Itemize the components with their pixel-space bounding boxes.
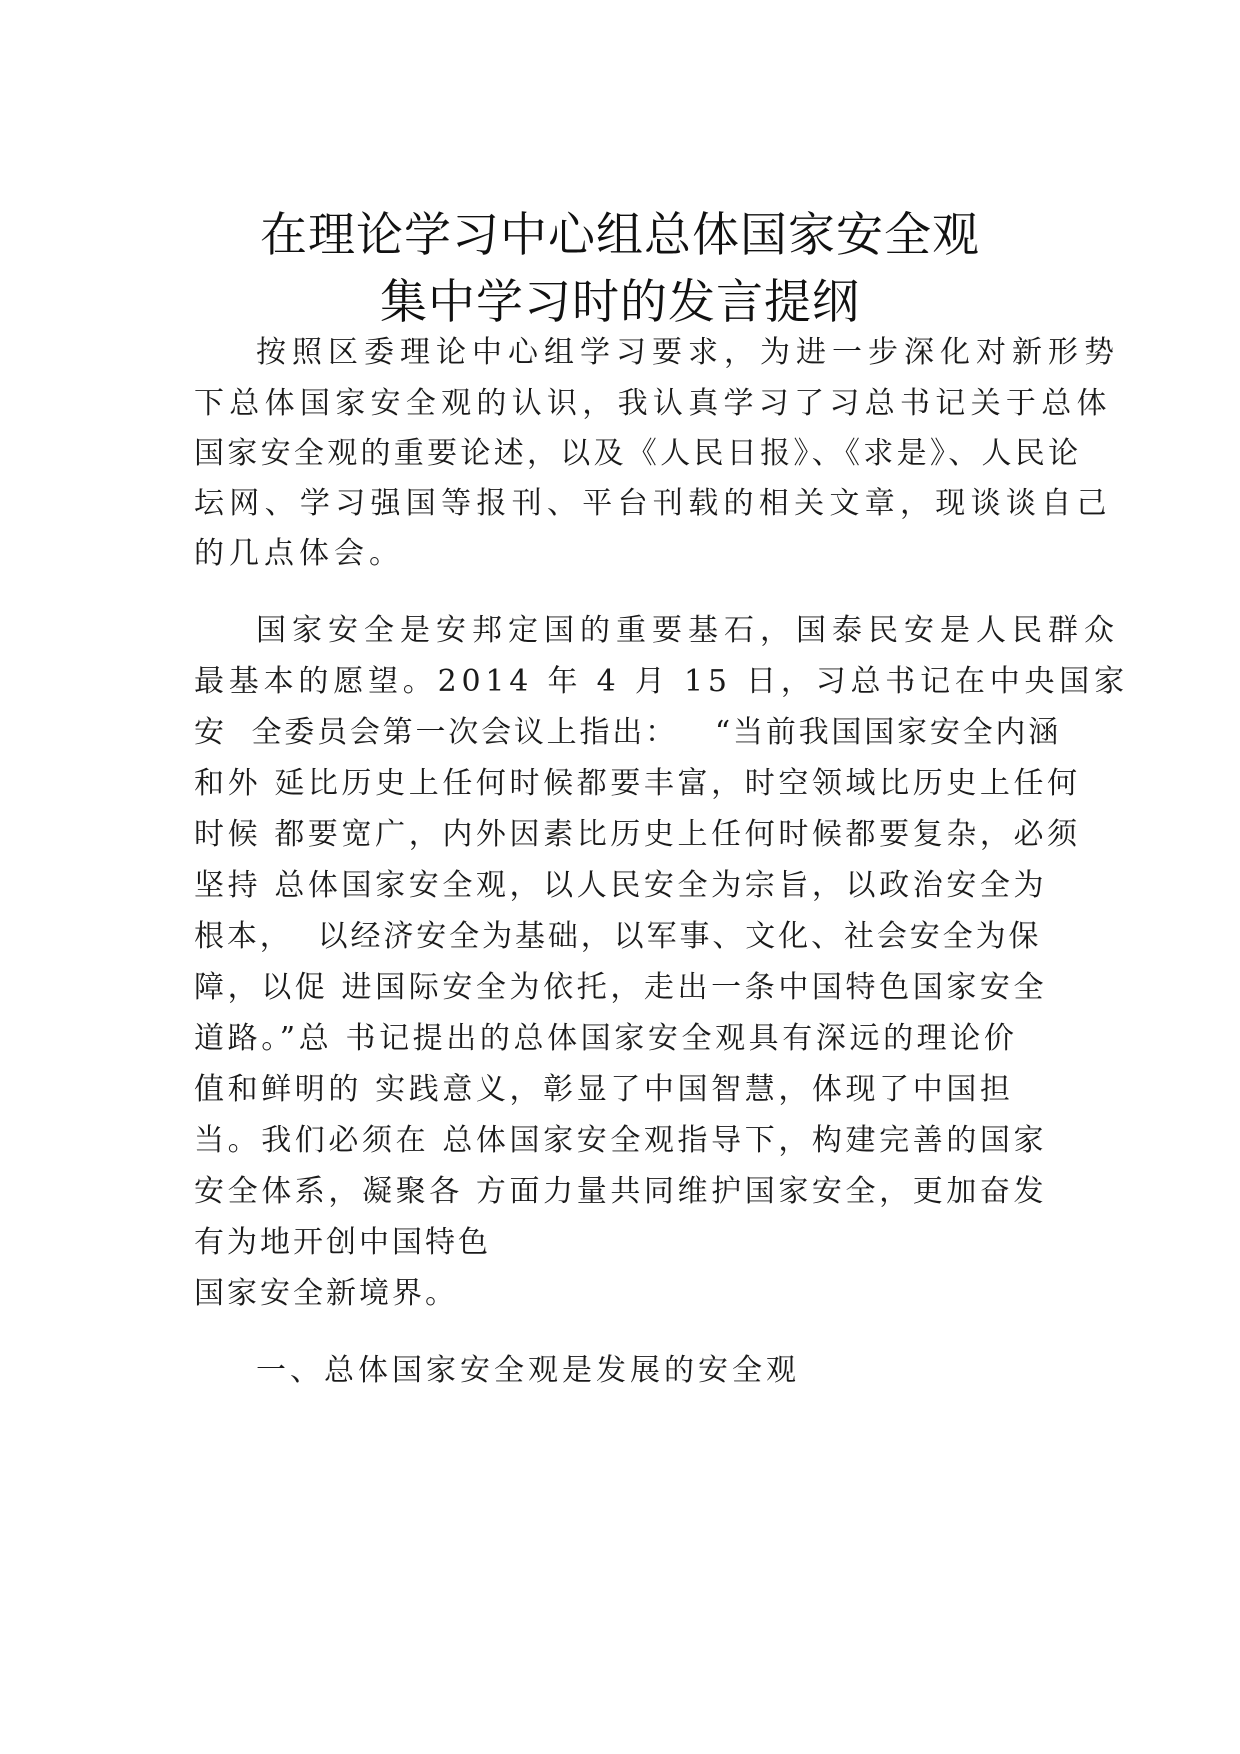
paragraph-1-line-2: 下总体国家安全观的认识，我认真学习了习总书记关于总体 — [194, 386, 1112, 421]
paragraph-1-line-5: 的几点体会。 — [194, 536, 404, 571]
paragraph-2-line-6: 坚持 总体国家安全观，以人民安全为宗旨，以政治安全为 — [194, 868, 1048, 903]
paragraph-2-line-10: 值和鲜明的 实践意义，彰显了中国智慧，体现了中国担 — [194, 1072, 1014, 1107]
section-heading-1: 一、总体国家安全观是发展的安全观 — [256, 1353, 800, 1388]
paragraph-1-line-1: 按照区委理论中心组学习要求，为进一步深化对新形势 — [256, 335, 1120, 370]
paragraph-2-line-5: 时候 都要宽广，内外因素比历史上任何时候都要复杂，必须 — [194, 817, 1081, 852]
paragraph-1-line-3: 国家安全观的重要论述，以及《人民日报》、《求是》、人民论 — [194, 436, 1082, 471]
paragraph-2-line-14: 国家安全新境界。 — [194, 1276, 458, 1311]
document-title-line-1: 在理论学习中心组总体国家安全观 — [260, 208, 980, 263]
paragraph-2-line-3: 安 全委员会第一次会议上指出： “当前我国国家安全内涵 — [194, 715, 1062, 750]
paragraph-2-line-7: 根本， 以经济安全为基础，以军事、文化、社会安全为保 — [194, 919, 1042, 954]
paragraph-2-line-9: 道路。”总 书记提出的总体国家安全观具有深远的理论价 — [194, 1021, 1018, 1056]
paragraph-2-line-8: 障，以促 进国际安全为依托，走出一条中国特色国家安全 — [194, 970, 1048, 1005]
paragraph-2-line-13: 有为地开创中国特色 — [194, 1225, 491, 1260]
paragraph-2-line-1: 国家安全是安邦定国的重要基石，国泰民安是人民群众 — [256, 613, 1120, 648]
paragraph-1-line-4: 坛网、学习强国等报刊、平台刊载的相关文章，现谈谈自己 — [194, 486, 1112, 521]
paragraph-2-line-4: 和外 延比历史上任何时候都要丰富，时空领域比历史上任何 — [194, 766, 1081, 801]
paragraph-2-line-11: 当。我们必须在 总体国家安全观指导下，构建完善的国家 — [194, 1123, 1048, 1158]
paragraph-2-line-12: 安全体系，凝聚各 方面力量共同维护国家安全，更加奋发 — [194, 1174, 1048, 1209]
document-title-line-2: 集中学习时的发言提纲 — [380, 275, 860, 330]
paragraph-2-line-2: 最基本的愿望。2014 年 4 月 15 日，习总书记在中央国家 — [194, 664, 1129, 699]
